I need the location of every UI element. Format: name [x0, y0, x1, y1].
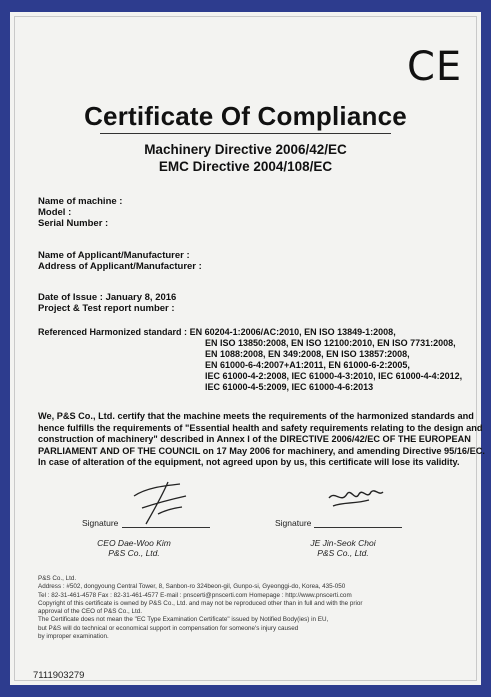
statement-line: construction of machinery" described in Annex I of the DIRECTIVE 2006/42/EC OF THE EUROPEAN [38, 434, 471, 445]
statement-line: hence fulfills the requirements of "Essential health and safety requirements relating to the design and [38, 422, 483, 433]
standard-line-4: EN 61000-6-4:2007+A1:2011, EN 61000-6-2:2005, [205, 360, 410, 370]
standard-line-6: IEC 61000-4-5:2009, IEC 61000-4-6:2013 [205, 382, 374, 392]
footer-address: Address : #502, dongyoung Central Tower, 8, Sanbon-ro 324beon-gil, Gunpo-si, Gyeonggi-do, Korea, 435-050 [38, 583, 346, 591]
ceo-company: P&S Co., Ltd. [108, 548, 160, 558]
standard-line-5: IEC 61000-4-2:2008, IEC 61000-4-3:2010, IEC 61000-4-4:2012, [205, 371, 463, 381]
footer-disclaimer-2: but P&S will do technical or economical support in compensation for someone's injury caused [38, 624, 299, 632]
certificate-title: Certificate Of Compliance [84, 101, 407, 131]
issuer-footer [38, 575, 458, 641]
footer-contact: Tel : 82-31-461-4578 Fax : 82-31-461-4577 E-mail : pnscerti@pnscerti.com Homepage : http://www.pnscerti.com [38, 591, 352, 599]
signature-label-ceo: Signature [82, 518, 119, 528]
standards-first-line [38, 327, 396, 337]
footer-disclaimer: The Certificate does not mean the "EC Type Examination Certificate" issued by Notified Body(ies) in EU, [38, 616, 329, 624]
ceo-name: CEO Dae-Woo Kim [97, 538, 171, 548]
signature-line-ceo [122, 527, 210, 528]
signature-line-je [314, 527, 402, 528]
certificate-code: 7111903279 [33, 670, 85, 681]
field-applicant: Name of Applicant/Manufacturer : [38, 250, 190, 261]
footer-copyright-2: approval of the CEO of P&S Co., Ltd. [38, 608, 142, 616]
field-name-of-machine: Name of machine : [38, 196, 123, 207]
je-company: P&S Co., Ltd. [317, 548, 369, 558]
footer-copyright: Copyright of this certificate is owned by P&S Co., Ltd. and may not be reproduced other than in full and with the prior [38, 599, 363, 607]
footer-disclaimer-3: by improper examination. [38, 633, 109, 641]
je-handwritten-signature [325, 484, 385, 514]
standard-line-3: EN 1088:2008, EN 349:2008, EN ISO 13857:2008, [205, 349, 410, 359]
statement-line: We, P&S Co., Ltd. certify that the machine meets the requirements of the harmonized standards and [38, 411, 474, 421]
footer-company: P&S Co., Ltd. [38, 575, 77, 582]
field-model: Model : [38, 207, 72, 218]
standards-label: Referenced Harmonized standard : [38, 327, 188, 337]
standard-line-1: EN 60204-1:2006/AC:2010, EN ISO 13849-1:2008, [189, 327, 396, 337]
je-name: JE Jin-Seok Choi [310, 538, 376, 548]
machinery-directive: Machinery Directive 2006/42/EC [144, 142, 347, 157]
field-report-number: Project & Test report number : [38, 303, 175, 314]
statement-line: PARLIAMENT AND OF THE COUNCIL on 17 May 2006 for machinery, and amending Directive 95/16/EC. [38, 445, 485, 456]
ce-mark-logo: CE [407, 44, 463, 90]
ceo-handwritten-signature [128, 478, 198, 528]
emc-directive: EMC Directive 2004/108/EC [158, 159, 333, 174]
compliance-statement [38, 411, 485, 469]
signature-label-je: Signature [275, 518, 312, 528]
title-underline [100, 133, 391, 134]
field-address: Address of Applicant/Manufacturer : [38, 261, 202, 272]
field-serial-number: Serial Number : [38, 218, 109, 229]
field-date-of-issue: Date of Issue : January 8, 2016 [38, 292, 177, 303]
standard-line-2: EN ISO 13850:2008, EN ISO 12100:2010, EN ISO 7731:2008, [205, 338, 456, 348]
statement-line: In case of alteration of the equipment, not agreed upon by us, this certificate will lose its validity. [38, 457, 460, 468]
